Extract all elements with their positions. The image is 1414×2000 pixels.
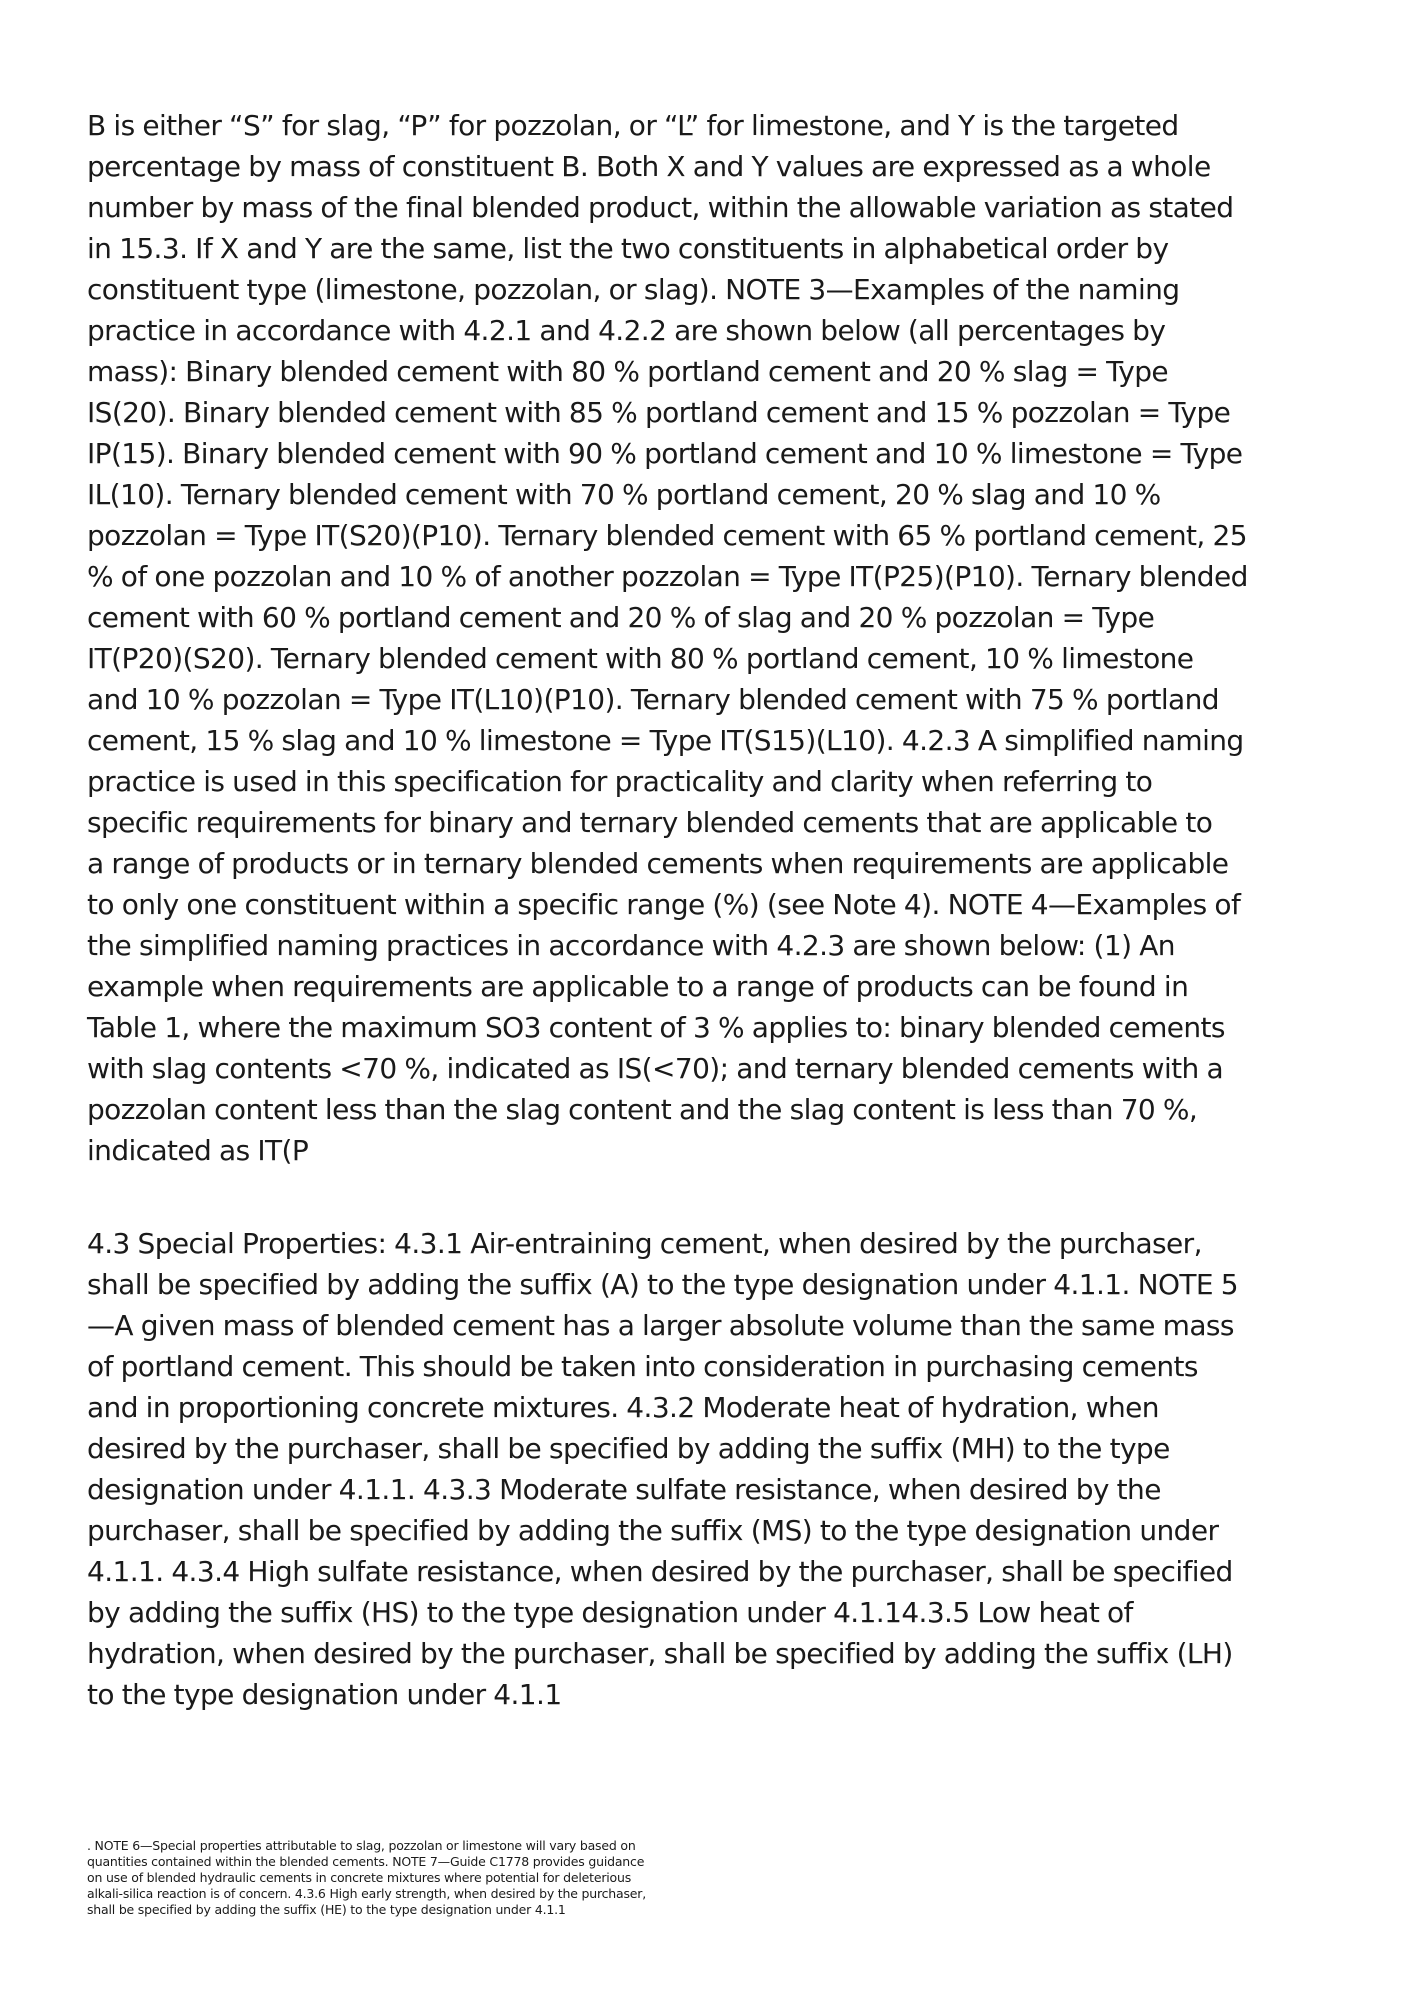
footnote-text: . NOTE 6—Special properties attributable to slag, pozzolan or limestone will vary based on quantities contained within the blended cements. NOTE 7—Guide C1778 provides guidance on use of blended hydraulic cements in concrete mixtures where potential for deleterious alkali-silica reaction is of concern. 4.3.6 High early strength, when desired by the purchaser, shall be specified by adding the suffix (HE) to the type designation under 4.1.1 <box>87 1838 646 1917</box>
body-paragraph-naming-practice: B is either “S” for slag, “P” for pozzolan, or “L” for limestone, and Y is the targeted percentage by mass of constituent B. Both X and Y values are expressed as a whole number by mass of the final blended product, within the allowable variation as stated in 15.3. If X and Y are the same, list the two constituents in alphabetical order by constituent type (limestone, pozzolan, or slag). NOTE 3—Examples of the naming practice in accordance with 4.2.1 and 4.2.2 are shown below (all percentages by mass): Binary blended cement with 80 % portland cement and 20 % slag = Type IS(20). Binary blended cement with 85 % portland cement and 15 % pozzolan = Type IP(15). Binary blended cement with 90 % portland cement and 10 % limestone = Type IL(10). Ternary blended cement with 70 % portland cement, 20 % slag and 10 % pozzolan = Type IT(S20)(P10). Ternary blended cement with 65 % portland cement, 25 % of one pozzolan and 10 % of another pozzolan = Type IT(P25)(P10). Ternary blended cement with 60 % portland cement and 20 % of slag and 20 % pozzolan = Type IT(P20)(S20). Ternary blended cement with 80 % portland cement, 10 % limestone and 10 % pozzolan = Type IT(L10)(P10). Ternary blended cement with 75 % portland cement, 15 % slag and 10 % limestone = Type IT(S15)(L10). 4.2.3 A simplified naming practice is used in this specification for practicality and clarity when referring to specific requirements for binary and ternary blended cements that are applicable to a range of products or in ternary blended cements when requirements are applicable to only one constituent within a specific range (%) (see Note 4). NOTE 4—Examples of the simplified naming practices in accordance with 4.2.3 are shown below: (1) An example when requirements are applicable to a range of products can be found in Table 1, where the maximum SO3 content of 3 % applies to: binary blended cements with slag contents <70 %, indicated as IS(<70); and ternary blended cements with a pozzolan content less than the slag content and the slag content is less than 70 %, indicated as IT(P <box>87 109 1248 1167</box>
body-paragraph-special-properties: 4.3 Special Properties: 4.3.1 Air-entraining cement, when desired by the purchaser, shall be specified by adding the suffix (A) to the type designation under 4.1.1. NOTE 5 —A given mass of blended cement has a larger absolute volume than the same mass of portland cement. This should be taken into consideration in purchasing cements and in proportioning concrete mixtures. 4.3.2 Moderate heat of hydration, when desired by the purchaser, shall be specified by adding the suffix (MH) to the type designation under 4.1.1. 4.3.3 Moderate sulfate resistance, when desired by the purchaser, shall be specified by adding the suffix (MS) to the type designation under 4.1.1. 4.3.4 High sulfate resistance, when desired by the purchaser, shall be specified by adding the suffix (HS) to the type designation under 4.1.14.3.5 Low heat of hydration, when desired by the purchaser, shall be specified by adding the suffix (LH) to the type designation under 4.1.1 <box>87 1227 1238 1711</box>
